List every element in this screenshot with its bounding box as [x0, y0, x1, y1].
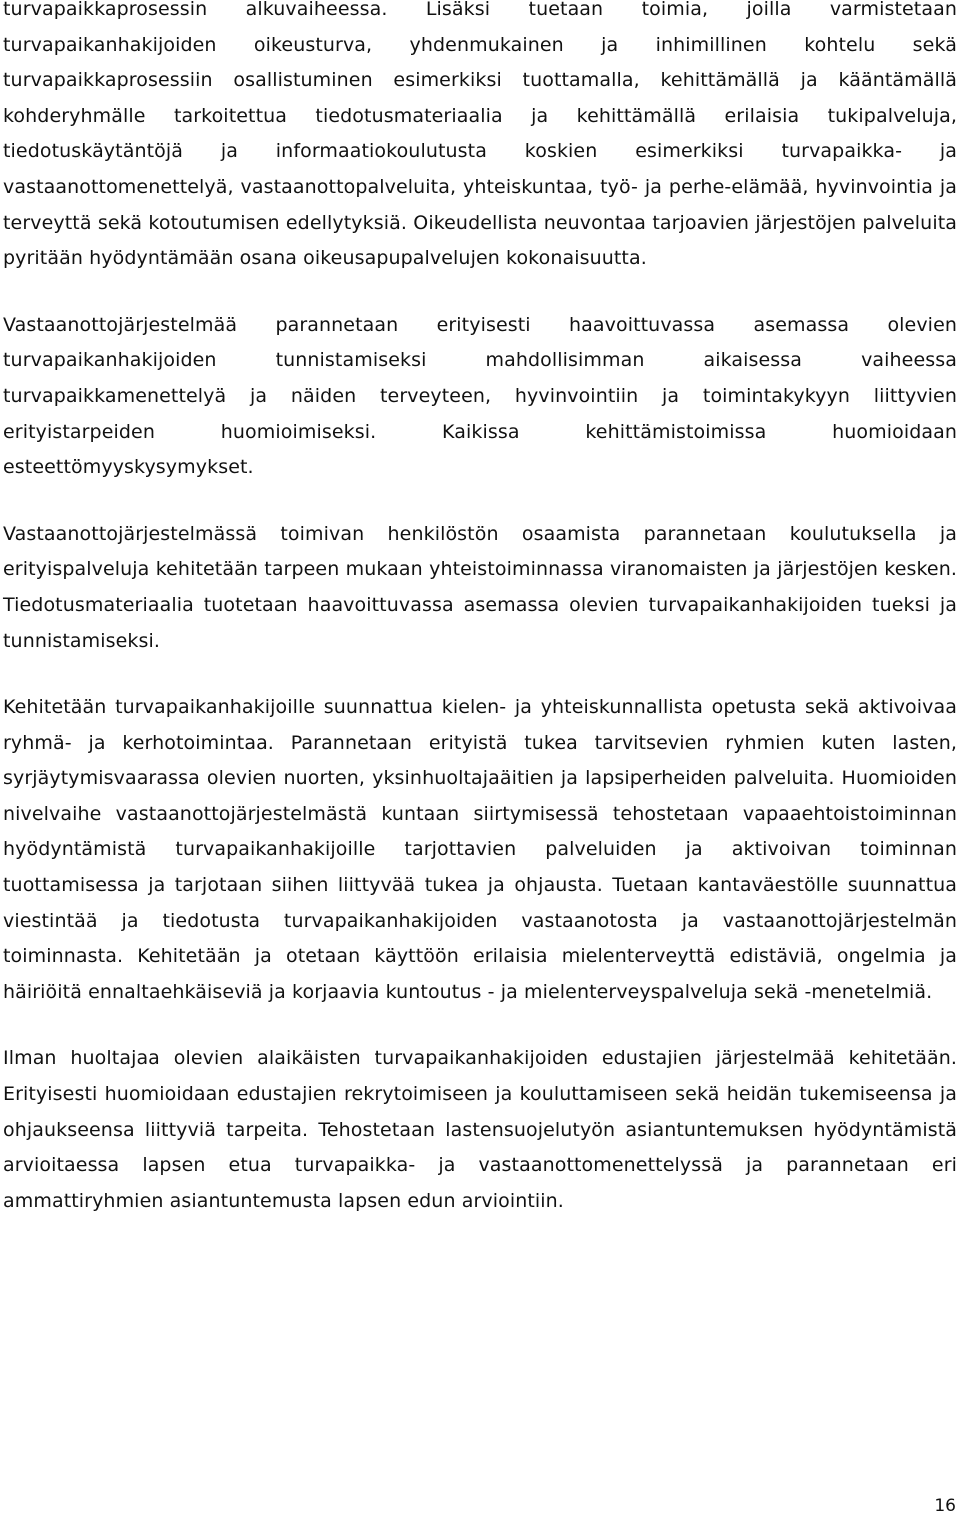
paragraph-asylum-process: turvapaikkaprosessin alkuvaiheessa. Lisäksi tuetaan toimia, joilla varmistetaan turvapaikanhakijoiden oikeusturva, yhdenmukainen ja inhimillinen kohtelu sekä turvapaikkaprosessiin osallistuminen esimerkiksi tuottamalla, kehittämällä ja kääntämällä kohderyhmälle tarkoitettua tiedotusmateriaalia ja kehittämällä erilaisia tukipalveluja, tiedotuskäytäntöjä ja informaatiokoulutusta koskien esimerkiksi turvapaikka- ja vastaanottomenettelyä, vastaanottopalveluita, yhteiskuntaa, työ- ja perhe-elämää, hyvinvointia ja terveyttä sekä kotoutumisen edellytyksiä. Oikeudellista neuvontaa tarjoavien järjestöjen palveluita pyritään hyödyntämään osana oikeusapupalvelujen kokonaisuutta. [3, 0, 957, 270]
paragraph-staff-training: Vastaanottojärjestelmässä toimivan henkilöstön osaamista parannetaan koulutuksella ja erityispalveluja kehitetään tarpeen mukaan yhteistoiminnassa viranomaisten ja järjestöjen kesken. Tiedotusmateriaalia tuotetaan haavoittuvassa asemassa olevien turvapaikanhakijoiden tueksi ja tunnistamiseksi. [3, 522, 957, 652]
document-page [3, 0, 957, 1250]
paragraph-language-teaching: Kehitetään turvapaikanhakijoille suunnattua kielen- ja yhteiskunnallista opetusta sekä aktivoivaa ryhmä- ja kerhotoimintaa. Parannetaan erityistä tukea tarvitsevien ryhmien kuten lasten, syrjäytymisvaarassa olevien nuorten, yksinhuoltajaäitien ja lapsiperheiden palveluita. Huomioiden nivelvaihe vastaanottojärjestelmästä kuntaan siirtymisessä tehostetaan vapaaehtoistoiminnan hyödyntämistä turvapaikanhakijoille tarjottavien palveluiden ja aktivoivan toiminnan tuottamisessa ja tarjotaan siihen liittyvää tukea ja ohjausta. Tuetaan kantaväestölle suunnattua viestintää ja tiedotusta turvapaikanhakijoiden vastaanotosta ja vastaanottojärjestelmän toiminnasta. Kehitetään ja otetaan käyttöön erilaisia mielenterveyttä edistäviä, ongelmia ja häiriöitä ennaltaehkäiseviä ja korjaavia kuntoutus - ja mielenterveyspalveluja sekä -menetelmiä. [3, 696, 957, 1003]
paragraph-unaccompanied-minors: Ilman huoltajaa olevien alaikäisten turvapaikanhakijoiden edustajien järjestelmää kehitetään. Erityisesti huomioidaan edustajien rekrytoimiseen ja kouluttamiseen sekä heidän tukemiseensa ja ohjaukseensa liittyviä tarpeita. Tehostetaan lastensuojelutyön asiantuntemuksen hyödyntämistä arvioitaessa lapsen etua turvapaikka- ja vastaanottomenettelyssä ja parannetaan eri ammattiryhmien asiantuntemusta lapsen edun arviointiin. [3, 1047, 957, 1212]
page-number: 16 [934, 1496, 956, 1516]
paragraph-reception-system: Vastaanottojärjestelmää parannetaan erityisesti haavoittuvassa asemassa olevien turvapaikanhakijoiden tunnistamiseksi mahdollisimman aikaisessa vaiheessa turvapaikkamenettelyä ja näiden terveyteen, hyvinvointiin ja toimintakykyyn liittyvien erityistarpeiden huomioimiseksi. Kaikissa kehittämistoimissa huomioidaan esteettömyyskysymykset. [3, 313, 957, 479]
